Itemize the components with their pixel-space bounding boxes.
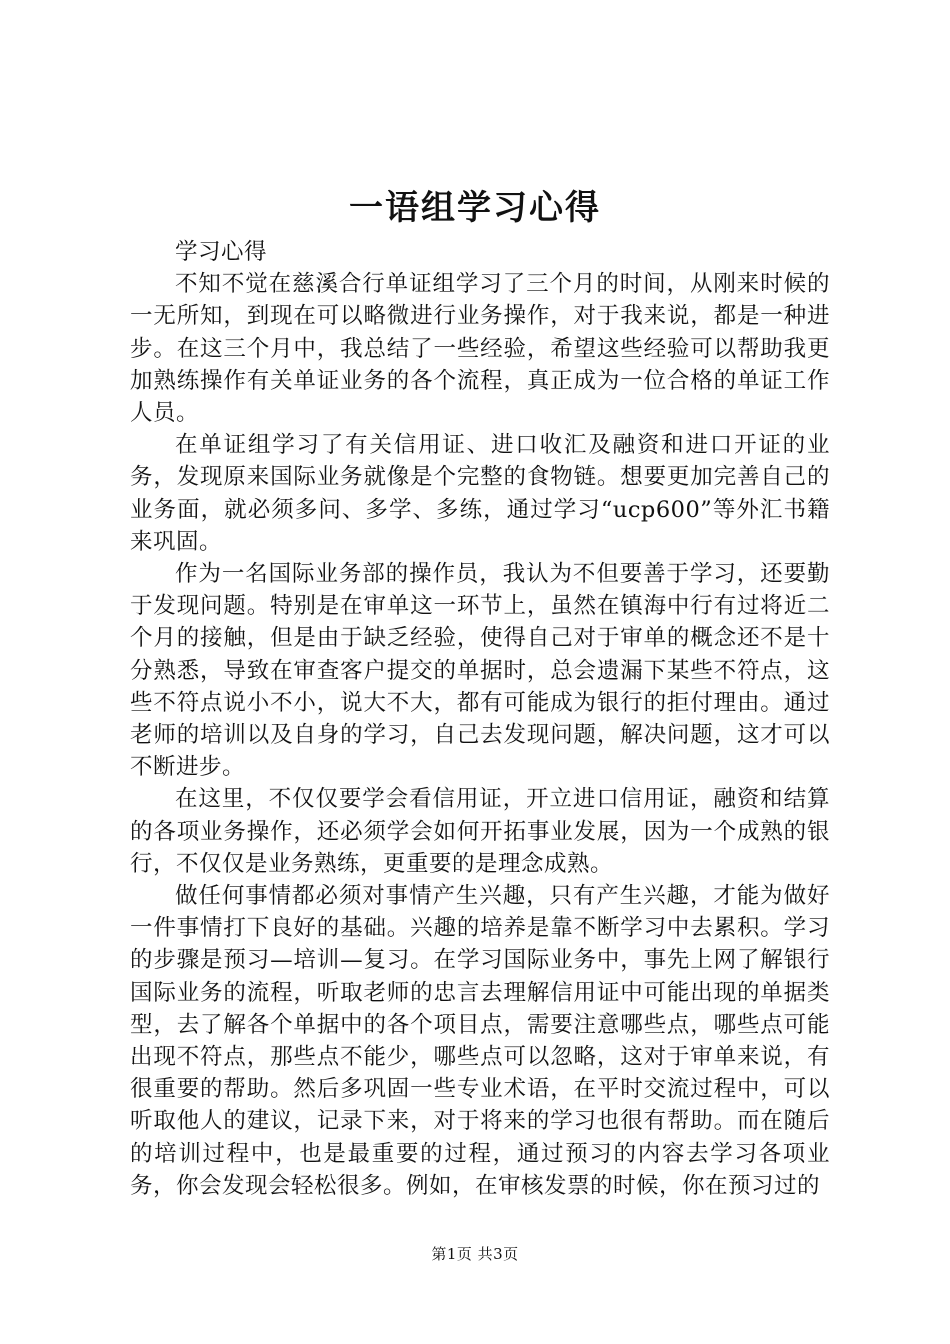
paragraph: 做任何事情都必须对事情产生兴趣，只有产生兴趣，才能为做好一件事情打下良好的基础。兴趣的培养是靠不断学习中去累积。学习的步骤是预习—培训—复习。在学习国际业务中，事先上网了解银行国际业务的流程，听取老师的忠言去理解信用证中可能出现的单据类型，去了解各个单据中的各个项目点，需要注意哪些点，哪些点可能出现不符点，那些点不能少，哪些点可以忽略，这对于审单来说，有很重要的帮助。然后多巩固一些专业术语，在平时交流过程中，可以听取他人的建议，记录下来，对于将来的学习也很有帮助。而在随后的培训过程中，也是最重要的过程，通过预习的内容去学习各项业务，你会发现会轻松很多。例如，在审核发票的时候，你在预习过的 — [130, 883, 830, 1199]
paragraph: 在这里，不仅仅要学会看信用证，开立进口信用证，融资和结算的各项业务操作，还必须学会如何开拓事业发展，因为一个成熟的银行，不仅仅是业务熟练，更重要的是理念成熟。 — [130, 786, 830, 877]
paragraph: 作为一名国际业务部的操作员，我认为不但要善于学习，还要勤于发现问题。特别是在审单这一环节上，虽然在镇海中行有过将近二个月的接触，但是由于缺乏经验，使得自己对于审单的概念还不是十分熟悉，导致在审查客户提交的单据时，总会遗漏下某些不符点，这些不符点说小不小，说大不大，都有可能成为银行的拒付理由。通过老师的培训以及自身的学习，自己去发现问题，解决问题，这才可以不断进步。 — [130, 561, 830, 781]
document-title: 一语组学习心得 — [349, 188, 601, 228]
paragraph: 在单证组学习了有关信用证、进口收汇及融资和进口开证的业务，发现原来国际业务就像是个完整的食物链。想要更加完善自己的业务面，就必须多问、多学、多练，通过学习“ucp600”等外汇书籍来巩固。 — [130, 432, 830, 555]
page-footer: 第1页 共3页 — [431, 1245, 519, 1263]
paragraph: 不知不觉在慈溪合行单证组学习了三个月的时间，从刚来时候的一无所知，到现在可以略微进行业务操作，对于我来说，都是一种进步。在这三个月中，我总结了一些经验，希望这些经验可以帮助我更加熟练操作有关单证业务的各个流程，真正成为一位合格的单证工作人员。 — [130, 271, 830, 427]
document-body — [130, 236, 830, 1202]
paragraph: 学习心得 — [175, 239, 268, 265]
